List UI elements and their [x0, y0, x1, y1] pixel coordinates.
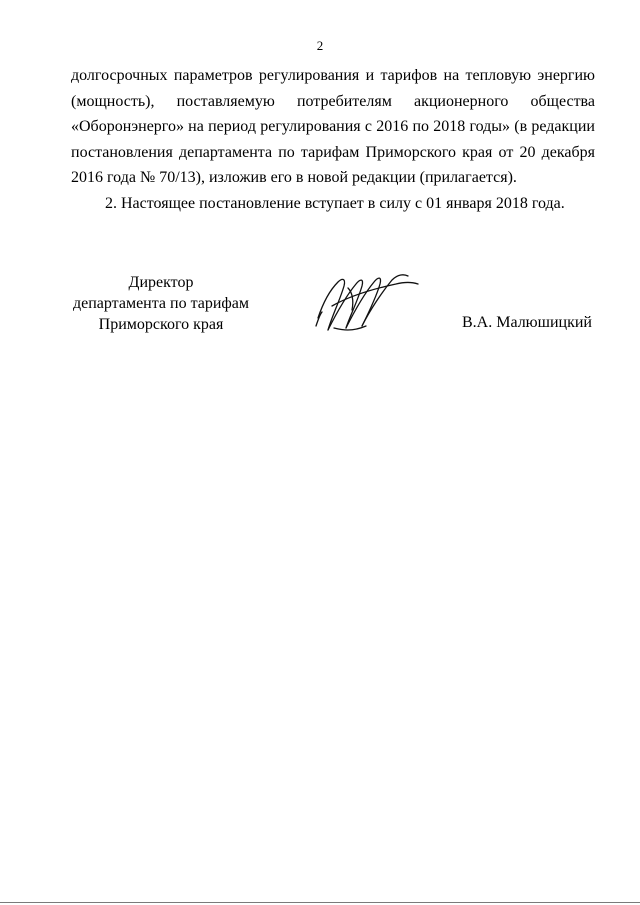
signatory-title-line-1: Директор [128, 274, 194, 291]
handwritten-signature [312, 266, 422, 338]
signatory-name: В.А. Малюшицкий [462, 314, 592, 331]
paragraph-continuation: долгосрочных параметров регулирования и тарифов на тепловую энергию (мощность), поставляемую потребителям акционерного общества «Оборонэнерго» на период регулирования с 2016 по 2018 годы» (в редакции постановления департамента по тарифам Приморского края от 20 декабря 2016 года № 70/13), изложив его в новой редакции (прилагается). [71, 67, 595, 186]
page-bottom-edge [0, 902, 640, 903]
signatory-title-line-2: департамента по тарифам [72, 295, 250, 312]
page-number: 2 [316, 38, 324, 53]
paragraph-effective-date: 2. Настоящее постановление вступает в силу с 01 января 2018 года. [105, 194, 565, 212]
document-body [71, 63, 595, 216]
signatory-title-line-3: Приморского края [98, 316, 224, 333]
signatory-title [71, 272, 251, 335]
